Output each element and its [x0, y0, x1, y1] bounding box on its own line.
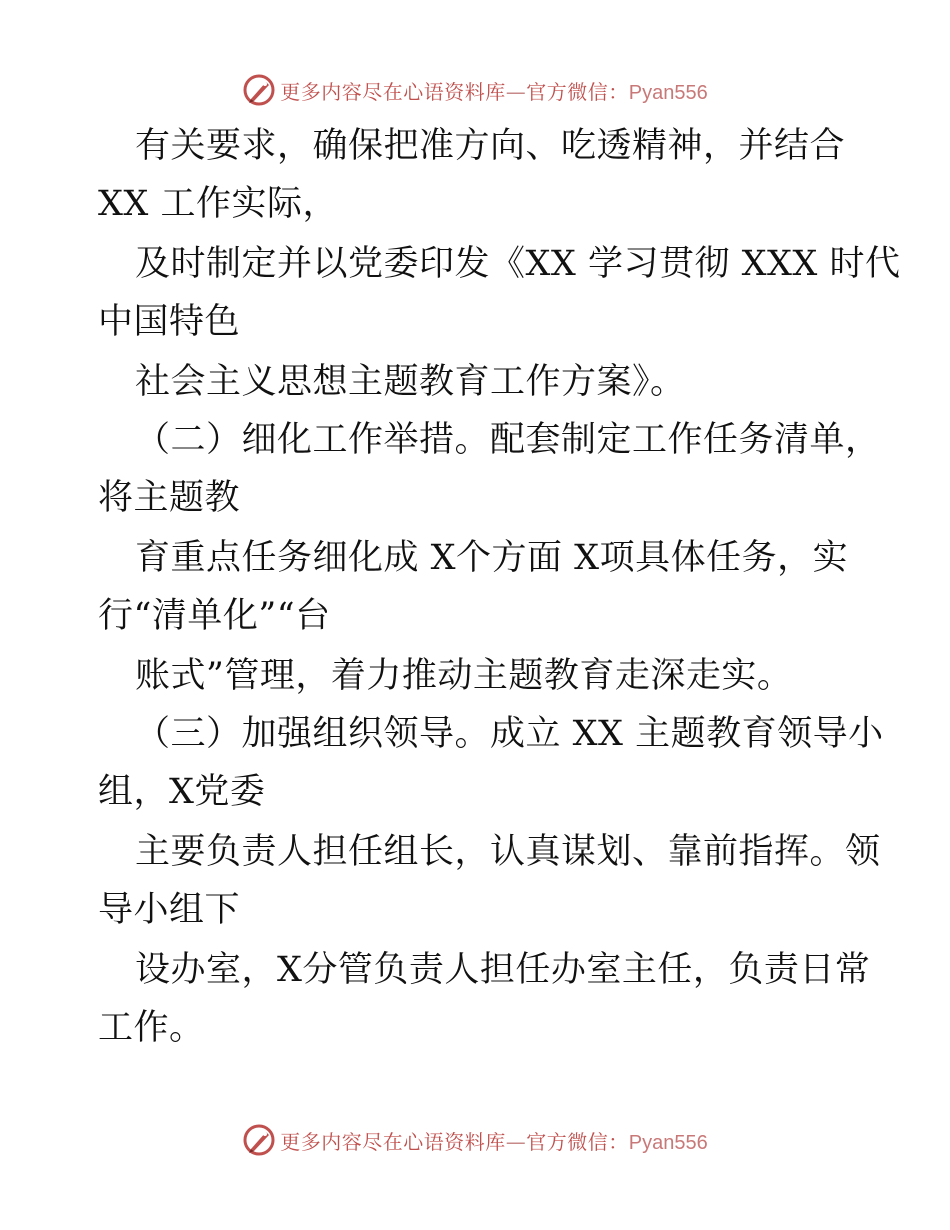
footer-watermark — [0, 1120, 950, 1160]
text-line: 将主题教 — [98, 478, 241, 518]
text-line: 育重点任务细化成 X个方面 X项具体任务，实 — [135, 538, 849, 578]
watermark-wechat-label: 官方微信： — [526, 1129, 629, 1154]
header-watermark — [0, 70, 950, 110]
watermark-text — [280, 1126, 707, 1155]
watermark-wechat-id: Pyan556 — [628, 81, 708, 104]
watermark-dash: — — [505, 1129, 527, 1154]
text-line: XX 工作实际， — [98, 184, 338, 224]
watermark-text — [280, 76, 707, 105]
text-line: （二）细化工作举措。配套制定工作任务清单， — [135, 420, 881, 460]
text-line: 社会主义思想主题教育工作方案》。 — [135, 362, 686, 402]
text-line: 工作。 — [98, 1008, 205, 1048]
watermark-brand: 更多内容尽在心语资料库 — [280, 79, 506, 104]
text-line: 有关要求，确保把准方向、吃透精神，并结合 — [135, 126, 846, 166]
watermark-brand: 更多内容尽在心语资料库 — [280, 1129, 506, 1154]
watermark-wechat-id: Pyan556 — [628, 1131, 708, 1154]
text-line: （三）加强组织领导。成立 XX 主题教育领导小 — [135, 714, 884, 754]
text-line: 账式”管理，着力推动主题教育走深走实。 — [135, 656, 793, 696]
text-line: 行“清单化”“台 — [98, 596, 331, 636]
text-line: 中国特色 — [98, 302, 241, 342]
text-line: 主要负责人担任组长，认真谋划、靠前指挥。领 — [135, 832, 881, 872]
text-line: 设办室，X分管负责人担任办室主任，负责日常 — [135, 950, 871, 990]
watermark-dash: — — [505, 79, 527, 104]
quill-pen-logo-icon — [242, 1123, 276, 1157]
text-line: 导小组下 — [98, 890, 241, 930]
quill-pen-logo-icon — [242, 73, 276, 107]
watermark-wechat-label: 官方微信： — [526, 79, 629, 104]
text-line: 及时制定并以党委印发《XX 学习贯彻 XXX 时代 — [135, 244, 901, 284]
text-line: 组，X党委 — [98, 772, 266, 812]
